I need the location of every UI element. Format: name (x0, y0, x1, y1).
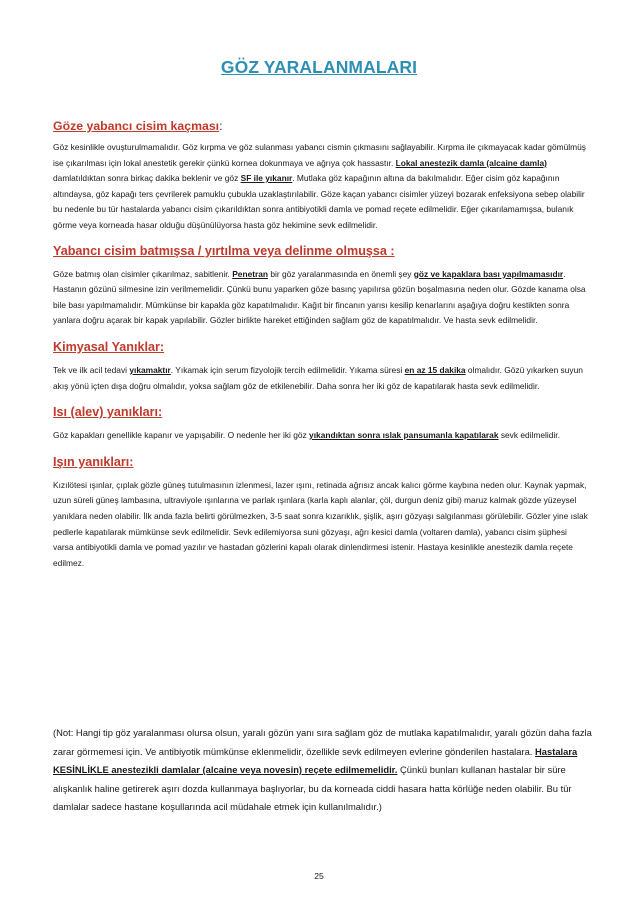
section-heading-thermal-burns: Isı (alev) yanıkları: (53, 405, 163, 420)
section-heading-penetration: Yabancı cisim batmışsa / yırtılma veya delinme olmuşsa : (53, 243, 395, 258)
text-run: sevk edilmelidir. (498, 430, 560, 441)
text-run: Tek ve ilk acil tedavi (53, 364, 130, 375)
text-run: Göz kesinlikle ovuşturulmamalıdır. Göz kırpma ve göz sulanması yabancı cismin çıkmasını sağlayabilir. Kırpma ile çıkmayacak kadar gömülmüş ise çıkarılması için lokal anestetik gerekir çünkü kornea dokunmaya ve ağrıya çok hassastır. (53, 142, 586, 168)
page-title: GÖZ YARALANMALARI (220, 57, 418, 77)
heading-text: Göze yabancı cisim kaçması (53, 119, 220, 133)
text-run: (Not: Hangi tip göz yaralanması olursa olsun, yaralı gözün yanı sıra sağlam göz de mutlaka kapatılmalıdır, yaralı gözün daha fazla zarar görmemesi için. Ve antibiyotik mümkünse eklenmelidir, özellikle sevk edilmeyen evlerine gönderilen hastalara. (53, 727, 592, 757)
heading-colon: : (219, 119, 223, 133)
text-run: Göze batmış olan cisimler çıkarılmaz, sabitlenir. (53, 268, 233, 279)
text-run: Çünkü bunları kullanan hastalar bir süre alışkanlık haline getirerek aşırı dozda kullanmaya başlıyorlar, bu da korneada ciddi hasara hatta körlüğe neden olabilir. Bu tür damlalar sadece hastane koşullarında acil müdahale etmek için kullanılmalıdır.) (53, 764, 572, 813)
paragraph-radiation-burns: Kızılötesi ışınlar, çıplak gözle güneş tutulmasının izlenmesi, lazer ışını, retinada ağrısız ancak kalıcı görme kaybına neden olur. Kaynak yapmak, uzun süreli güneş lambasına, ultraviyole ışınlarına ve parlak ışınlara (karla kaplı alanlar, çöl, durgun deniz gibi) maruz kalmak gözde yüzeysel yanıklara neden olabilir. İlk anda fazla belirti görülmezken, 3-5 saat sonra kızarıklık, şişlik, aşırı gözyaşı salgılanması görülebilir. Gözler yine ıslak pedlerle kapatılarak mümkünse sevk edilmelidir. Sevk edilemiyorsa suni gözyaşı, ağrı kesici damla (voltaren damla), yabancı cisim şüphesi varsa antibiyotikli damla ve pomad yazılır ve hastadan gözlerini kapalı olarak dinlendirmesi istenir. Hastaya kesinlikle anestezik damla reçete edilmez. (53, 479, 588, 568)
paragraph-penetration (53, 267, 588, 329)
paragraph-thermal-burns (53, 428, 588, 444)
emphasis-run: en az 15 dakika (404, 364, 466, 375)
document-body (53, 118, 588, 571)
text-run: bir göz yaralanmasında en önemli şey (268, 268, 414, 279)
paragraph-chemical-burns (53, 363, 588, 394)
emphasis-run: SF ile yıkanır (240, 173, 293, 184)
emphasis-run: Hastalara KESİNLİKLE anestezikli damlalar (alcaine veya novesin) reçete edilmemelidir. (53, 745, 578, 776)
emphasis-run: Lokal anestezik damla (alcaine damla) (395, 157, 547, 168)
section-heading-foreign-body (53, 118, 588, 134)
emphasis-run: yıkandıktan sonra ıslak pansumanla kapatılarak (309, 430, 499, 441)
emphasis-run: göz ve kapaklara bası yapılmamasıdır (413, 268, 564, 279)
emphasis-run: yıkamaktır (129, 364, 171, 375)
text-run: Göz kapakları genellikle kapanır ve yapışabilir. O nedenle her iki göz (53, 430, 310, 441)
section-heading-chemical-burns: Kimyasal Yanıklar: (53, 339, 165, 354)
page-number: 25 (314, 871, 324, 881)
section-heading-radiation-burns: Işın yanıkları: (53, 454, 134, 469)
paragraph-foreign-body (53, 140, 588, 234)
note-paragraph (53, 724, 593, 817)
text-run: damlatıldıktan sonra birkaç dakika beklenir ve göz (53, 173, 241, 184)
text-run: olmalıdır. Gözü yıkarken suyun akış yönü içten dışa doğru olmalıdır, yoksa sağlam göz de etkilenebilir. Daha sonra her iki göz de kapatılarak hasta sevk edilmelidir. (53, 364, 583, 391)
text-run: . Hastanın gözünü silmesine izin verilmemelidir. Çünkü bunu yaparken göze basınç yapılırsa gözün boşalmasına neden olur. Gözde kanama olsa bile bası yapılmamalıdır. Mümkünse bir kapakla göz kapatılmalıdır. Kağıt bir fincanın yarısı kesilip kenarlarını aşağıya doğru kestikten sonra yanlara doğru açarak bir kapak yapılabilir. Gözler birlikte hareket ettiğinden sağlam göz de kapatılmalıdır. Ve hasta sevk edilmelidir. (53, 268, 586, 326)
emphasis-run: Penetran (232, 268, 269, 279)
text-run: . Mutlaka göz kapağının altına da bakılmalıdır. Eğer cisim göz kapağının altındaysa, göz kapağı ters çevrilerek pamuklu çubukla uzaklaştırılabilir. Göze kaçan yabancı cisimler yüzeyi bozarak enfeksiyona sebep olabilir bu nedenle bu tür hastalarda yabancı cisim çıkarıldıktan sonra antibiyotikli damla ve pomad reçete edilmelidir. Eğer çıkarılamamışsa, bulanık görme veya korneada hasar olduğu düşünülüyorsa hasta göz hekimine sevk edilmelidir. (53, 173, 585, 230)
text-run: . Yıkamak için serum fizyolojik tercih edilmelidir. Yıkama süresi (170, 364, 405, 375)
